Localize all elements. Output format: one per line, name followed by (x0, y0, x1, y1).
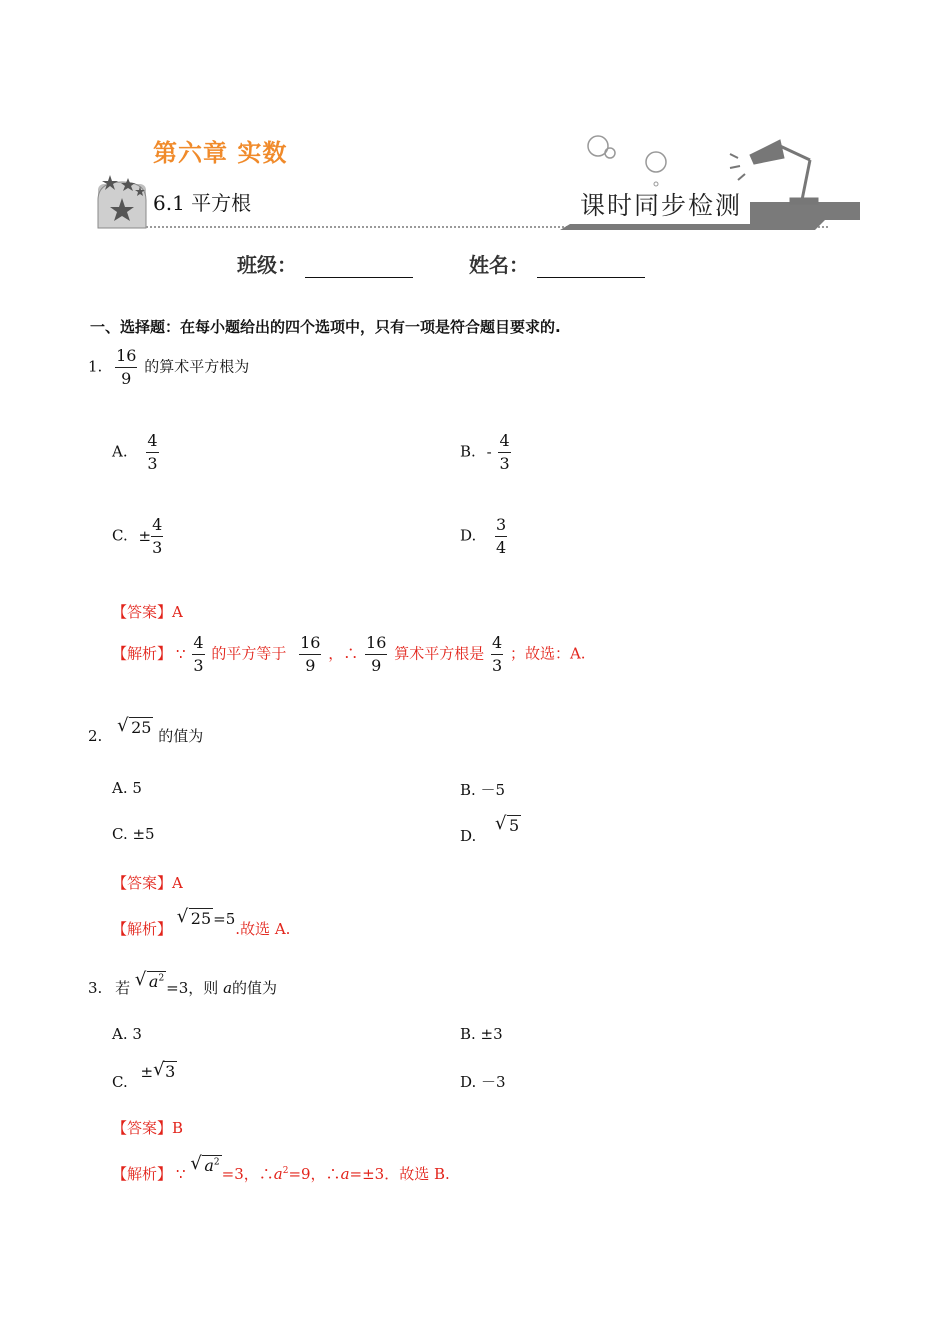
class-blank[interactable] (305, 255, 413, 278)
q3-option-a[interactable]: A. 3 (112, 1025, 142, 1043)
q3-option-d[interactable]: D. －3 (460, 1073, 506, 1091)
q2-analysis: 【解析】 √ 25 =5.故选 A. (112, 906, 291, 938)
q3-analysis: 【解析】 ∵ √ $a^2=3$，$\therefore a^2=9$，∴a=±3．故选 B. (112, 1153, 450, 1183)
q1-option-c[interactable]: C. ± $\frac{4}{3}$ (112, 515, 163, 557)
fraction: $\frac{16}{9}$ (116, 346, 137, 388)
q1-option-b[interactable]: B. - $\frac{4}{3}$ (460, 431, 510, 473)
fraction: $\frac{4}{3}$ (152, 515, 163, 557)
fraction: $\frac{16}{9}$ (300, 633, 321, 675)
fraction: $\frac{4}{3}$ (499, 431, 510, 473)
q3-answer: 【答案】B (112, 1119, 184, 1137)
q1-option-a[interactable]: A. $\frac{4}{3}$ (112, 431, 158, 473)
fraction: $\frac{3}{4}$ (496, 515, 507, 557)
question-3: 3. 若 √ $a^2=3$，则 a的值为 (88, 969, 278, 997)
q2-answer: 【答案】A (112, 874, 183, 892)
banner-right-title: 课时同步检测 (580, 191, 743, 220)
sqrt-expression: √ 25 (117, 715, 152, 737)
class-field (237, 249, 413, 278)
question-1 (88, 348, 249, 387)
section-heading: 一、选择题：在每小题给出的四个选项中，只有一项是符合题目要求的. (90, 318, 561, 336)
q1-option-d[interactable]: D. $\frac{3}{4}$ (460, 515, 507, 557)
star-badge-icon (98, 175, 146, 228)
question-text: 的算术平方根为 (144, 357, 250, 376)
name-blank[interactable] (537, 255, 645, 278)
fraction: $\frac{4}{3}$ (147, 431, 158, 473)
name-field (469, 249, 645, 278)
fraction: $\frac{4}{3}$ (491, 633, 503, 675)
q2-option-c[interactable]: C. ±5 (112, 825, 155, 843)
section-title: 6.1 平方根 (153, 191, 252, 215)
q2-option-a[interactable]: A. 5 (112, 779, 142, 797)
sqrt-expression: √ 3 (153, 1059, 176, 1081)
q1-analysis: 【解析】 ∵ $\frac{4}{3}$ 的平方等于 $\frac{16}{9}$ ，∴ $\frac{16}{9}$ 算术平方根是 $\frac{4}{3}$ ；故选：A. (112, 633, 586, 675)
sqrt-expression: √ 25 (176, 906, 212, 928)
chapter-title: 第六章 实数 (153, 139, 288, 167)
q1-answer: 【答案】A (112, 603, 183, 621)
name-label: 姓名： (469, 253, 529, 277)
question-number: 1. (88, 357, 103, 376)
sqrt-expression: √ $a^2$ (134, 969, 165, 991)
class-label: 班级： (237, 253, 297, 277)
q2-option-d[interactable]: D. √ 5 (460, 813, 520, 845)
q3-option-c[interactable]: C. ± √ 3 (112, 1059, 176, 1091)
question-2: 2. √ 25 的值为 (88, 715, 204, 745)
fraction: $\frac{4}{3}$ (193, 633, 204, 675)
sqrt-expression: √ 5 (495, 813, 520, 835)
fraction: $\frac{16}{9}$ (366, 633, 387, 675)
sqrt-expression: √ $a^2$ (190, 1153, 220, 1175)
q3-option-b[interactable]: B. ±3 (460, 1025, 503, 1043)
desk-lamp-icon (730, 140, 818, 204)
q2-option-b[interactable]: B. －5 (460, 781, 506, 799)
